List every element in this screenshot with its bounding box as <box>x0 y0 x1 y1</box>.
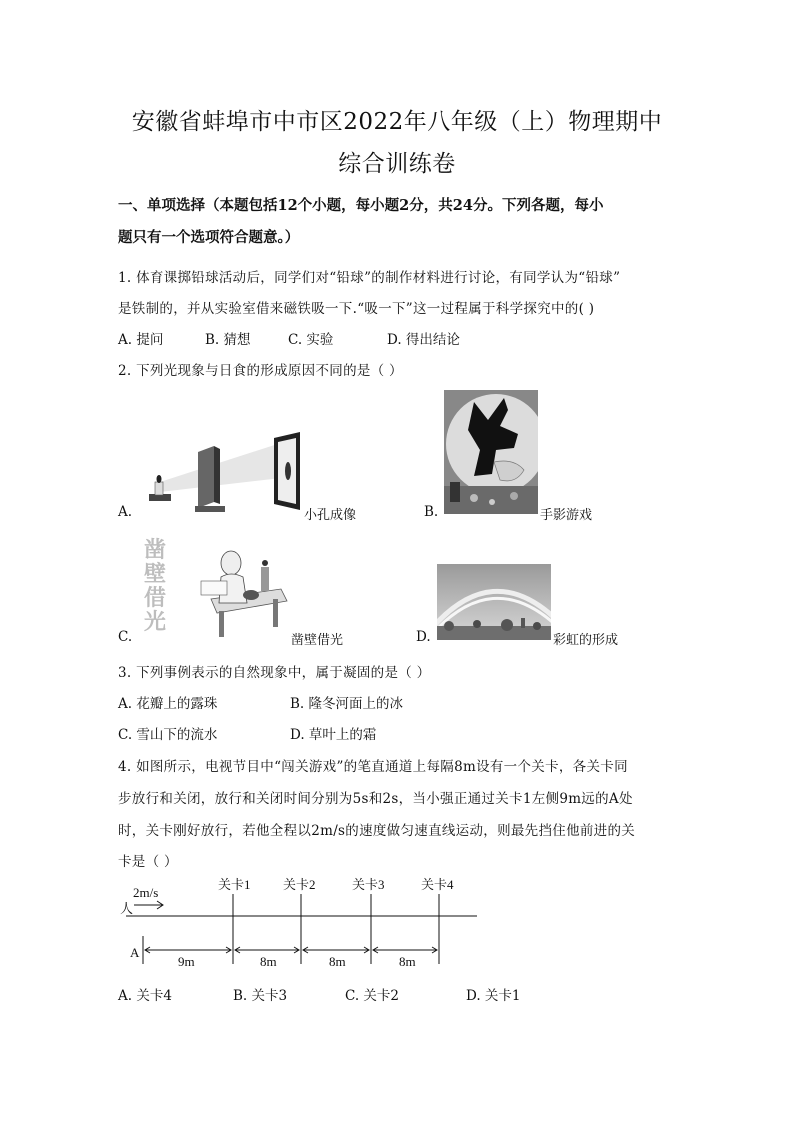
q1-option-d: D. 得出结论 <box>387 332 460 348</box>
section-heading-line2: 题只有一个选项符合题意。） <box>118 229 300 246</box>
q3-stem: 3. 下列事例表示的自然现象中，属于凝固的是（ ） <box>118 665 431 681</box>
chiseling-wall-image <box>141 537 291 640</box>
distance-8m-label-3: 8m <box>399 954 416 969</box>
q4-stem-line4: 卡是（ ） <box>118 854 178 870</box>
q4-stem-line3: 时，关卡刚好放行，若他全程以2m/s的速度做匀速直线运动，则最先挡住他前进的关 <box>118 823 636 839</box>
art-char-3: 借 <box>144 586 167 611</box>
q4-option-d: D. 关卡1 <box>466 988 521 1004</box>
speed-label: 2m/s <box>133 885 159 900</box>
q3-option-c: C. 雪山下的流水 <box>118 727 218 743</box>
q3-option-d: D. 草叶上的霜 <box>290 727 377 743</box>
section-heading: 一、单项选择（本题包括12个小题，每小题2分，共24分。下列各题，每小 <box>118 197 604 214</box>
q3-option-b: B. 隆冬河面上的冰 <box>290 696 404 712</box>
art-char-2: 壁 <box>144 562 167 587</box>
q1-option-a: A. 提问 <box>118 332 164 348</box>
q4-option-b: B. 关卡3 <box>233 988 288 1004</box>
rainbow-image <box>437 564 551 640</box>
q2-option-b-caption: 手影游戏 <box>540 508 593 523</box>
q1-stem-line2: 是铁制的，并从实验室借来磁铁吸一下.“吸一下”这一过程属于科学探究中的( ) <box>118 301 595 317</box>
q4-stem-line2: 步放行和关闭，放行和关闭时间分别为5s和2s，当小强正通过关卡1左侧9m远的A处 <box>118 791 633 807</box>
art-char-4: 光 <box>144 610 167 635</box>
page-title: 安徽省蚌埠市中市区2022年八年级（上）物理期中 <box>131 109 663 135</box>
pinhole-camera-image <box>140 432 305 515</box>
q1-option-c: C. 实验 <box>288 332 334 348</box>
q1-stem-line1: 1. 体育课掷铅球活动后，同学们对“铅球”的制作材料进行讨论，有同学认为“铅球” <box>118 270 621 286</box>
point-a-label: A <box>130 945 140 960</box>
q2-option-c-letter: C. <box>118 629 133 645</box>
gate-4-label: 关卡4 <box>421 877 454 892</box>
q3-option-a: A. 花瓣上的露珠 <box>118 696 218 712</box>
distance-9m-label: 9m <box>178 954 195 969</box>
q4-option-a: A. 关卡4 <box>118 988 172 1004</box>
gate-3-label: 关卡3 <box>352 877 385 892</box>
q2-option-c-caption: 凿壁借光 <box>291 633 344 648</box>
distance-8m-label-1: 8m <box>260 954 277 969</box>
q2-option-d-caption: 彩虹的形成 <box>553 633 619 648</box>
gate-2-label: 关卡2 <box>283 877 316 892</box>
art-char-1: 凿 <box>144 538 167 563</box>
q4-stem-line1: 4. 如图所示，电视节目中“闯关游戏”的笔直通道上每隔8m设有一个关卡，各关卡同 <box>118 759 628 775</box>
gate-diagram <box>0 870 794 980</box>
q2-stem: 2. 下列光现象与日食的形成原因不同的是（ ） <box>118 363 403 379</box>
page-title-line2: 综合训练卷 <box>338 151 456 177</box>
q2-option-a-caption: 小孔成像 <box>304 508 357 523</box>
gate-1-label: 关卡1 <box>218 877 251 892</box>
person-label: 人 <box>120 901 134 916</box>
q2-option-a-letter: A. <box>118 504 133 520</box>
q4-option-c: C. 关卡2 <box>345 988 400 1004</box>
distance-8m-label-2: 8m <box>329 954 346 969</box>
q2-option-b-letter: B. <box>424 504 439 520</box>
hand-shadow-image <box>444 390 538 514</box>
q2-option-d-letter: D. <box>416 629 431 645</box>
q1-option-b: B. 猜想 <box>205 332 251 348</box>
